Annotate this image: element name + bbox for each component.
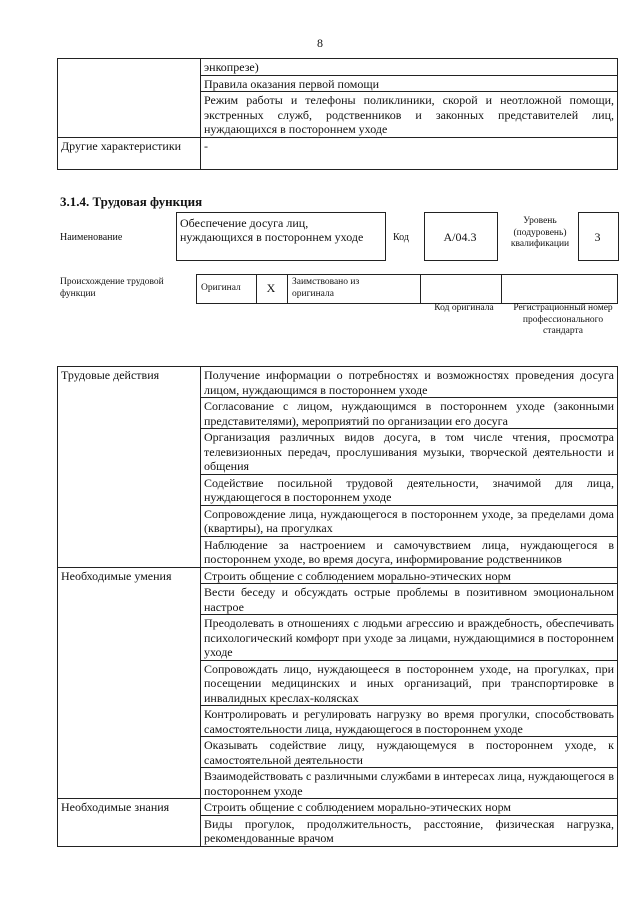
row-label: Необходимые умения — [58, 567, 201, 799]
table-cell: Строить общение с соблюдением морально-этических норм — [201, 567, 618, 584]
code-original-cell — [420, 274, 502, 304]
table-cell: Сопровождать лицо, нуждающееся в постороннем уходе, на прогулках, при посещении медицинских и иных организаций, при транспортировке в инвалидных креслах-колясках — [201, 660, 618, 706]
table-row — [58, 59, 618, 76]
table-cell: Организация различных видов досуга, в том числе чтения, просмотра телевизионных передач, прослушивания музыки, творческой деятельности и общения — [201, 429, 618, 475]
function-details-table — [57, 366, 618, 847]
original-label: Оригинал — [201, 283, 241, 293]
registration-caption: Регистрационный номер профессионального стандарта — [513, 303, 613, 336]
code-label: Код — [393, 232, 409, 243]
level-label: Уровень (подуровень) квалификации — [510, 216, 570, 249]
table-cell: Оказывать содействие лицу, нуждающемуся в постороннем уходе, к самостоятельной деятельности — [201, 737, 618, 768]
table-cell: Наблюдение за настроением и самочувствием лица, нуждающегося в постороннем уходе, во время досуга, информирование родственников — [201, 536, 618, 567]
table-row — [58, 799, 618, 816]
name-label: Наименование — [60, 232, 123, 243]
section-title: 3.1.4. Трудовая функция — [60, 194, 203, 209]
table-cell: Содействие посильной трудовой деятельности, значимой для лица, нуждающегося в постороннем уходе — [201, 474, 618, 505]
table-cell: Правила оказания первой помощи — [201, 75, 618, 92]
table-cell: Преодолевать в отношениях с людьми агрессию и враждебность, обеспечивать психологический комфорт при уходе за лицами, нуждающимися в постороннем уходе — [201, 615, 618, 661]
table-cell: Получение информации о потребностях и возможностях проведения досуга лицом, нуждающимся в постороннем уходе — [201, 367, 618, 398]
name-value: Обеспечение досуга лиц, нуждающихся в постороннем уходе — [180, 216, 364, 244]
origin-label: Происхождение трудовой функции — [60, 277, 164, 299]
table-cell: Виды прогулок, продолжительность, расстояние, физическая нагрузка, рекомендованные врачом — [201, 815, 618, 846]
table-cell: - — [201, 137, 618, 169]
table-cell: энкопрезе) — [201, 59, 618, 76]
code-value: А/04.3 — [443, 230, 477, 244]
table-cell: Взаимодействовать с различными службами в интересах лица, нуждающегося в постороннем уходе — [201, 768, 618, 799]
continuation-table — [57, 58, 618, 170]
row-label: Другие характеристики — [58, 137, 201, 169]
borrowed-label: Заимствовано из оригинала — [292, 277, 360, 299]
row-label: Необходимые знания — [58, 799, 201, 847]
original-mark: X — [266, 281, 276, 295]
code-original-caption: Код оригинала — [434, 303, 494, 313]
table-cell: Согласование с лицом, нуждающимся в постороннем уходе (законными представителями), мероприятий по организации его досуга — [201, 398, 618, 429]
table-cell: Строить общение с соблюдением морально-этических норм — [201, 799, 618, 816]
table-cell: Сопровождение лица, нуждающегося в постороннем уходе, за пределами дома (квартиры), на прогулках — [201, 505, 618, 536]
level-value: 3 — [594, 230, 601, 244]
table-row — [58, 137, 618, 169]
row-label — [58, 59, 201, 138]
table-cell: Вести беседу и обсуждать острые проблемы в позитивном эмоциональном настрое — [201, 584, 618, 615]
table-row — [58, 367, 618, 398]
table-row — [58, 567, 618, 584]
row-label: Трудовые действия — [58, 367, 201, 568]
table-cell: Режим работы и телефоны поликлиники, скорой и неотложной помощи, экстренных служб, родственников и законных представителей лиц, нуждающихся в постороннем уходе — [201, 92, 618, 138]
table-cell: Контролировать и регулировать нагрузку во время прогулки, способствовать самостоятельности лица, нуждающегося в постороннем уходе — [201, 706, 618, 737]
page-number: 8 — [317, 36, 323, 50]
